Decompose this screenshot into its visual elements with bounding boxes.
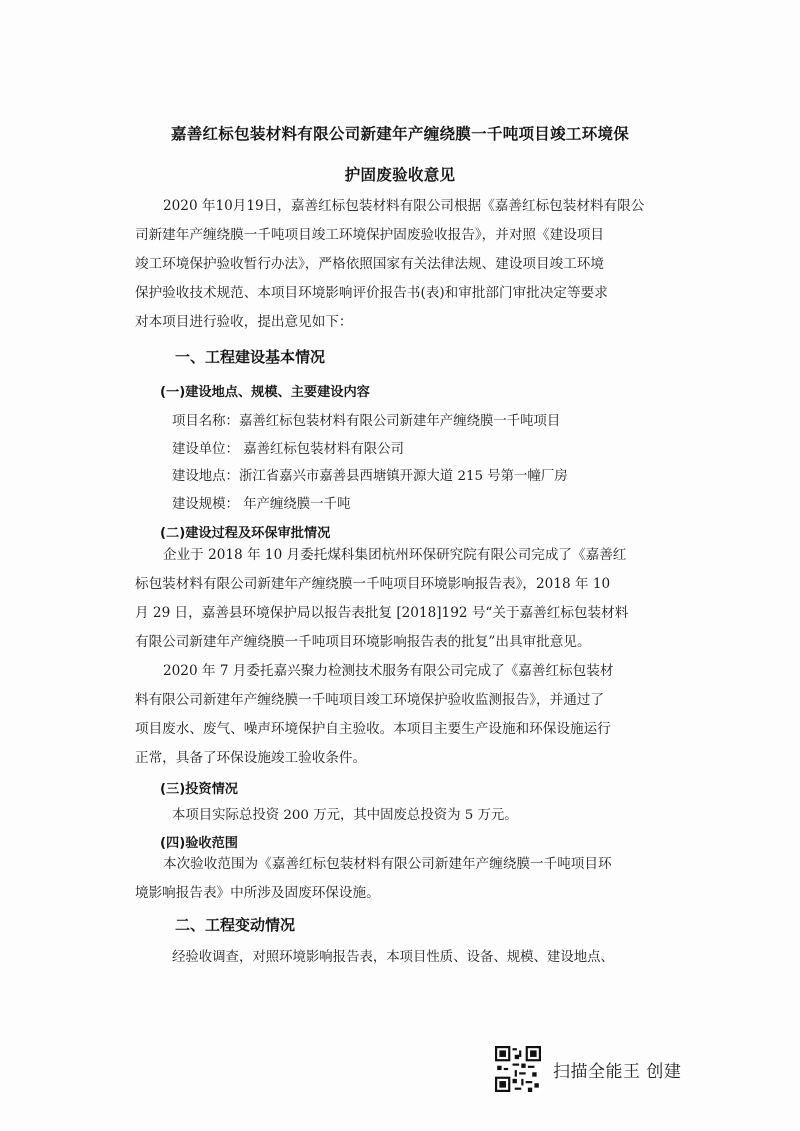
intro-line: 保护验收技术规范、本项目环境影响评价报告书(表)和审批部门审批决定等要求 (135, 285, 608, 301)
project-name-field: 项目名称：嘉善红标包装材料有限公司新建年产缠绕膜一千吨项目 (172, 414, 561, 429)
intro-line: 司新建年产缠绕膜一千吨项目竣工环境保护固废验收报告》，并对照《建设项目 (135, 227, 604, 243)
document-title-line1: 嘉善红标包装材料有限公司新建年产缠绕膜一千吨项目竣工环境保 (170, 125, 630, 143)
approval-paragraph (135, 541, 655, 657)
scanner-watermark (495, 1046, 681, 1092)
intro-line: 2020 年10月19日，嘉善红标包装材料有限公司根据《嘉善红标包装材料有限公 (163, 198, 645, 214)
document-title-line2: 护固废验收意见 (344, 166, 456, 184)
intro-line: 对本项目进行验收，提出意见如下： (135, 314, 353, 330)
approval-line: 标包装材料有限公司新建年产缠绕膜一千吨项目环境影响报告表》，2018 年 10 (135, 576, 611, 592)
section2-heading: 二、工程变动情况 (175, 916, 296, 934)
scale-field: 建设规模： 年产缠绕膜一千吨 (172, 497, 351, 512)
monitoring-line: 正常，具备了环保设施竣工验收条件。 (135, 750, 367, 766)
changes-text: 经验收调查，对照环境影响报告表，本项目性质、设备、规模、建设地点、 (172, 950, 614, 965)
sub1-heading: (一)建设地点、规模、主要建设内容 (160, 385, 370, 400)
scope-line: 本次验收范围为《嘉善红标包装材料有限公司新建年产缠绕膜一千吨项目环 (163, 856, 612, 872)
sub2-heading: (二)建设过程及环保审批情况 (160, 526, 331, 541)
sub3-heading: (三)投资情况 (160, 782, 238, 797)
location-field: 建设地点：浙江省嘉兴市嘉善县西塘镇开源大道 215 号第一幢厂房 (172, 469, 568, 484)
monitoring-line: 项目废水、废气、噪声环境保护自主验收。本项目主要生产设施和环保设施运行 (135, 721, 611, 737)
approval-line: 企业于 2018 年 10 月委托煤科集团杭州环保研究院有限公司完成了《嘉善红 (163, 547, 627, 563)
monitoring-line: 2020 年 7 月委托嘉兴聚力检测技术服务有限公司完成了《嘉善红标包装材 (163, 663, 614, 679)
section1-heading: 一、工程建设基本情况 (175, 348, 326, 366)
monitoring-line: 料有限公司新建年产缠绕膜一千吨项目竣工环境保护验收监测报告》，并通过了 (135, 692, 604, 708)
qr-code-icon (495, 1046, 541, 1092)
approval-line: 月 29 日，嘉善县环境保护局以报告表批复 [2018]192 号“关于嘉善红标包装材料 (135, 605, 629, 621)
intro-paragraph (135, 192, 655, 337)
scope-line: 境影响报告表》中所涉及固废环保设施。 (135, 885, 380, 901)
scope-paragraph (135, 850, 655, 908)
construction-unit-field: 建设单位： 嘉善红标包装材料有限公司 (172, 442, 404, 457)
scanner-watermark-label: 扫描全能王 创建 (553, 1061, 682, 1082)
intro-line: 竣工环境保护验收暂行办法》，严格依照国家有关法律法规、建设项目竣工环境 (135, 256, 604, 272)
approval-line: 有限公司新建年产缠绕膜一千吨项目环境影响报告表的批复”出具审批意见。 (135, 634, 591, 650)
investment-text: 本项目实际总投资 200 万元，其中固废总投资为 5 万元。 (172, 808, 518, 823)
sub4-heading: (四)验收范围 (160, 836, 238, 851)
monitoring-paragraph (135, 657, 655, 773)
